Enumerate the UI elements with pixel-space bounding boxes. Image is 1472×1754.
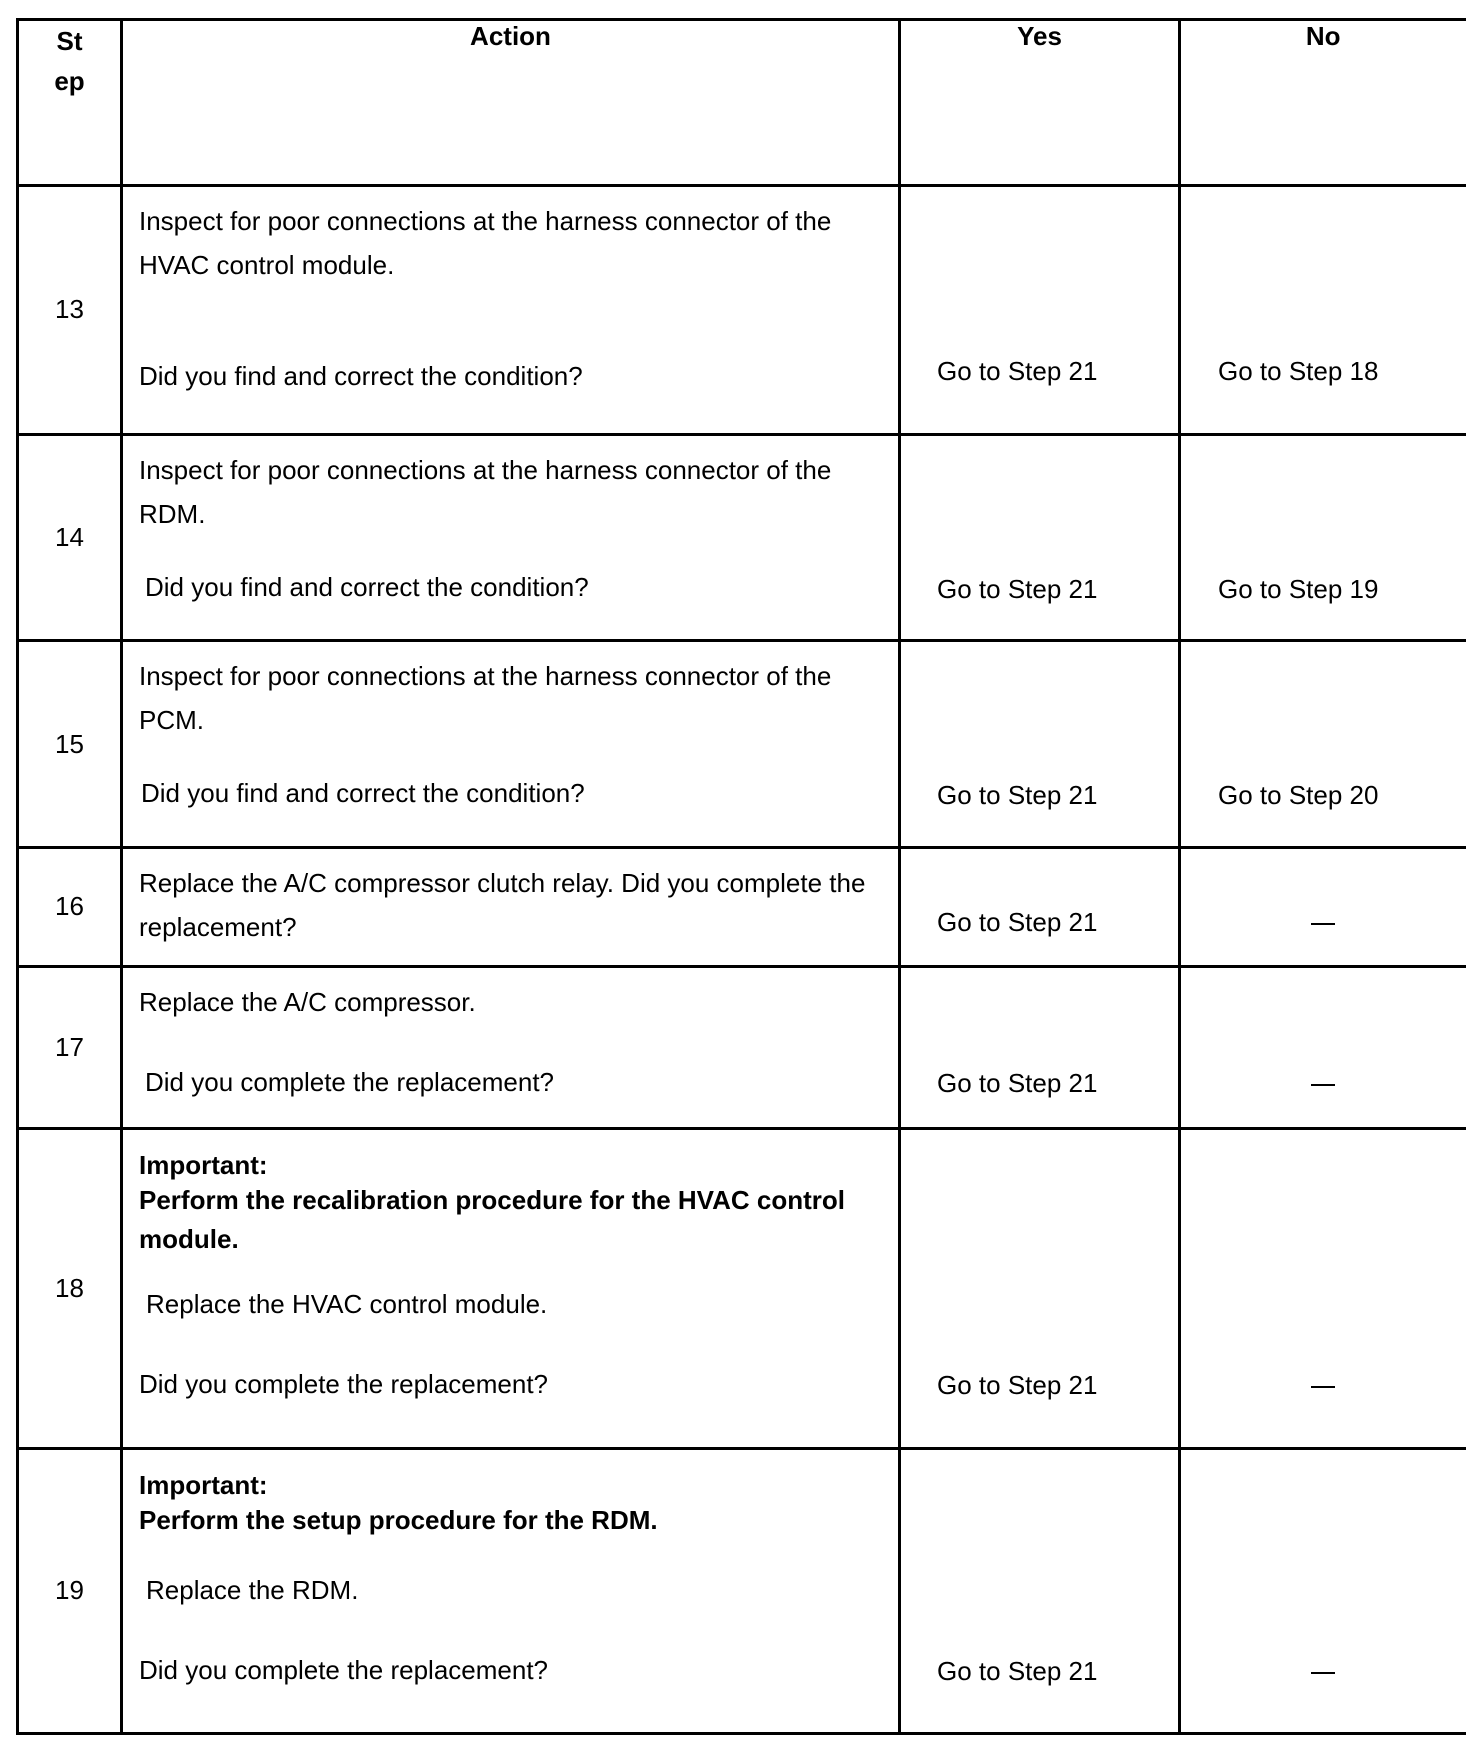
action-text: Inspect for poor connections at the harness connector of the HVAC control module.: [139, 205, 832, 280]
no-cell: [1180, 1448, 1466, 1733]
no-result-dash: [1311, 1386, 1335, 1388]
action-text: Replace the A/C compressor clutch relay. Did you complete the replacement?: [139, 868, 866, 943]
action-text: Replace the HVAC control module.: [146, 1289, 548, 1320]
yes-cell: [900, 434, 1180, 641]
no-result: Go to Step 19: [1218, 573, 1379, 604]
important-text: Perform the recalibration procedure for the HVAC control module.: [139, 1185, 845, 1255]
no-cell: [1180, 434, 1466, 641]
action-text: Inspect for poor connections at the harness connector of the PCM.: [139, 661, 832, 736]
no-column-header: No: [1180, 20, 1466, 186]
question-text: Did you complete the replacement?: [139, 1369, 549, 1400]
table-row: [18, 966, 1466, 1129]
step-number: 17: [18, 966, 122, 1129]
table-row: [18, 434, 1466, 641]
important-text: Perform the setup procedure for the RDM.: [139, 1504, 658, 1535]
question-text: Did you find and correct the condition?: [145, 571, 589, 602]
table-row: [18, 185, 1466, 434]
yes-cell: [900, 641, 1180, 848]
action-cell: [122, 434, 900, 641]
question-text: Did you complete the replacement?: [145, 1066, 555, 1097]
no-result: Go to Step 20: [1218, 780, 1379, 811]
yes-result: Go to Step 21: [937, 780, 1098, 811]
no-cell: [1180, 641, 1466, 848]
no-result-dash: [1311, 1084, 1335, 1086]
action-column-header: Action: [122, 20, 900, 186]
yes-result: Go to Step 21: [937, 907, 1098, 938]
yes-column-header: Yes: [900, 20, 1180, 186]
no-cell: [1180, 185, 1466, 434]
no-cell: [1180, 848, 1466, 966]
table-row: [18, 848, 1466, 966]
step-column-header: St ep: [18, 20, 122, 186]
no-result: Go to Step 18: [1218, 355, 1379, 386]
action-text: Replace the A/C compressor.: [139, 986, 476, 1017]
step-number: 19: [18, 1448, 122, 1733]
yes-cell: [900, 966, 1180, 1129]
important-label: Important:: [139, 1150, 268, 1181]
yes-result: Go to Step 21: [937, 1370, 1098, 1401]
action-text: Replace the RDM.: [146, 1574, 359, 1605]
action-text: Inspect for poor connections at the harness connector of the RDM.: [139, 454, 832, 529]
yes-result: Go to Step 21: [937, 1067, 1098, 1098]
no-cell: [1180, 966, 1466, 1129]
yes-cell: [900, 1129, 1180, 1449]
no-cell: [1180, 1129, 1466, 1449]
yes-result: Go to Step 21: [937, 1655, 1098, 1686]
action-cell: [122, 848, 900, 966]
action-cell: [122, 1448, 900, 1733]
important-label: Important:: [139, 1469, 268, 1500]
step-number: 18: [18, 1129, 122, 1449]
question-text: Did you complete the replacement?: [139, 1654, 549, 1685]
table-row: [18, 1448, 1466, 1733]
question-text: Did you find and correct the condition?: [139, 360, 583, 391]
table-row: [18, 641, 1466, 848]
yes-result: Go to Step 21: [937, 355, 1098, 386]
step-number: 14: [18, 434, 122, 641]
yes-cell: [900, 848, 1180, 966]
no-result-dash: [1311, 923, 1335, 925]
no-result-dash: [1311, 1672, 1335, 1674]
yes-result: Go to Step 21: [937, 573, 1098, 604]
action-cell: [122, 641, 900, 848]
action-cell: [122, 1129, 900, 1449]
yes-cell: [900, 1448, 1180, 1733]
question-text: Did you find and correct the condition?: [141, 778, 585, 809]
action-cell: [122, 185, 900, 434]
diagnostic-table: [16, 18, 1466, 1735]
header-row: [18, 20, 1466, 186]
yes-cell: [900, 185, 1180, 434]
action-cell: [122, 966, 900, 1129]
step-number: 15: [18, 641, 122, 848]
step-number: 13: [18, 185, 122, 434]
table-row: [18, 1129, 1466, 1449]
step-number: 16: [18, 848, 122, 966]
